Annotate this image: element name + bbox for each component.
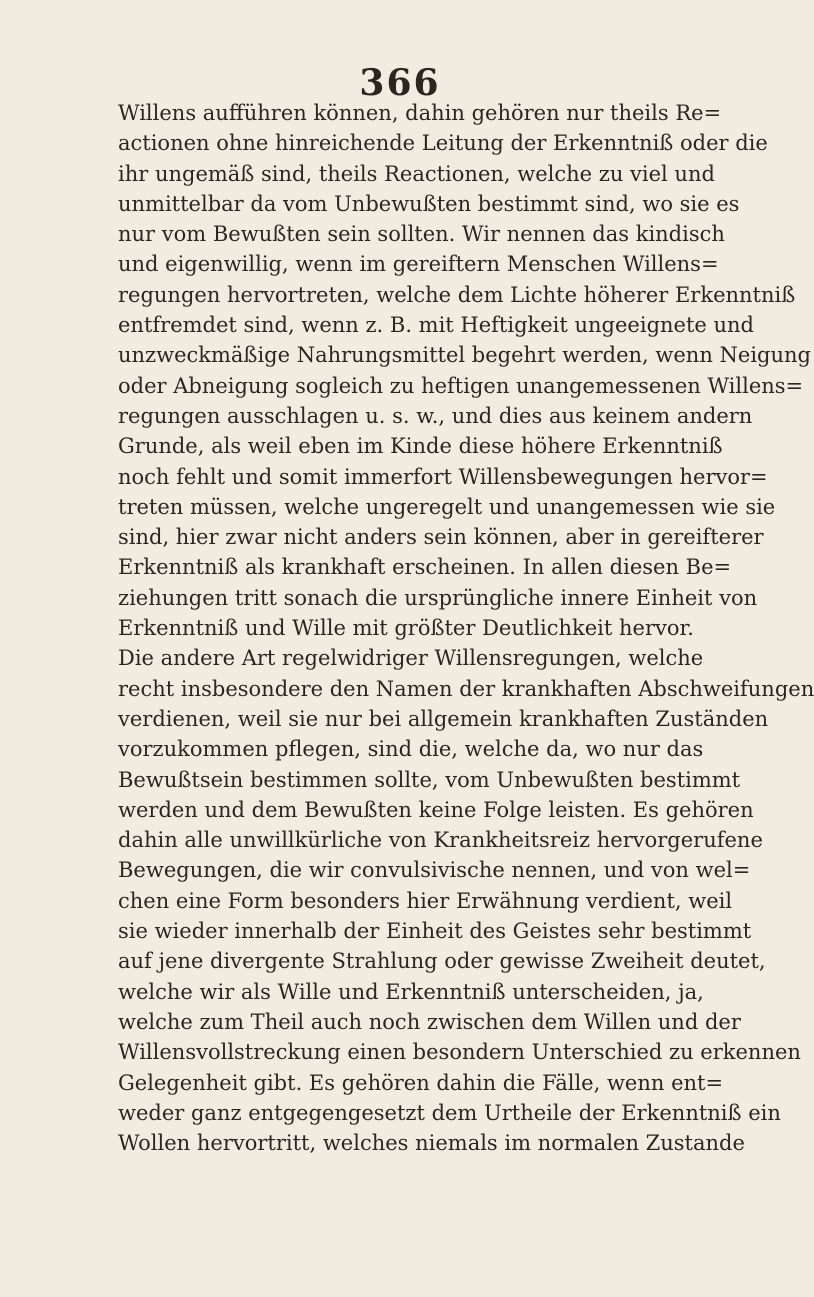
text-line: werden und dem Bewußten keine Folge leisten. Es gehören bbox=[118, 797, 754, 822]
text-line: ziehungen tritt sonach die ursprüngliche innere Einheit von bbox=[118, 585, 758, 610]
text-line: Willens aufführen können, dahin gehören nur theils Re= bbox=[118, 101, 722, 125]
body-text bbox=[118, 98, 814, 1158]
text-line: recht insbesondere den Namen der krankhaften Abschweifungen bbox=[118, 676, 814, 701]
text-line: regungen hervortreten, welche dem Lichte höherer Erkenntniß bbox=[118, 282, 796, 307]
page-number: 366 bbox=[359, 62, 441, 104]
text-line: sie wieder innerhalb der Einheit des Geistes sehr bestimmt bbox=[118, 919, 752, 944]
text-line: Erkenntniß als krankhaft erscheinen. In allen diesen Be= bbox=[118, 555, 732, 580]
text-line: oder Abneigung sogleich zu heftigen unangemessenen Willens= bbox=[118, 373, 804, 398]
text-line: dahin alle unwillkürliche von Krankheitsreiz hervorgerufene bbox=[118, 828, 763, 853]
text-line: Gelegenheit gibt. Es gehören dahin die Fälle, wenn ent= bbox=[118, 1070, 724, 1095]
text-line: Bewegungen, die wir convulsivische nennen, und von wel= bbox=[118, 858, 751, 883]
text-line: welche zum Theil auch noch zwischen dem Willen und der bbox=[118, 1009, 741, 1034]
text-line: auf jene divergente Strahlung oder gewisse Zweiheit deutet, bbox=[118, 949, 766, 974]
text-line: ihr ungemäß sind, theils Reactionen, welche zu viel und bbox=[118, 161, 715, 186]
text-line: Wollen hervortritt, welches niemals im normalen Zustande bbox=[118, 1131, 745, 1156]
text-line: und eigenwillig, wenn im gereiftern Menschen Willens= bbox=[118, 252, 719, 277]
text-line: verdienen, weil sie nur bei allgemein krankhaften Zuständen bbox=[118, 706, 769, 731]
text-line: Bewußtsein bestimmen sollte, vom Unbewußten bestimmt bbox=[118, 767, 741, 792]
text-line: regungen ausschlagen u. s. w., und dies aus keinem andern bbox=[118, 403, 753, 428]
text-line: vorzukommen pflegen, sind die, welche da, wo nur das bbox=[118, 737, 704, 762]
text-line: Die andere Art regelwidriger Willensregungen, welche bbox=[118, 646, 704, 671]
text-line: Grunde, als weil eben im Kinde diese höhere Erkenntniß bbox=[118, 434, 723, 459]
text-line: unmittelbar da vom Unbewußten bestimmt sind, wo sie es bbox=[118, 191, 740, 216]
text-line: chen eine Form besonders hier Erwähnung verdient, weil bbox=[118, 888, 733, 913]
text-line: entfremdet sind, wenn z. B. mit Heftigkeit ungeeignete und bbox=[118, 313, 754, 338]
text-line: welche wir als Wille und Erkenntniß unterscheiden, ja, bbox=[118, 979, 704, 1004]
text-line: unzweckmäßige Nahrungsmittel begehrt werden, wenn Neigung bbox=[118, 343, 811, 368]
text-line: nur vom Bewußten sein sollten. Wir nennen das kindisch bbox=[118, 222, 725, 247]
text-line: noch fehlt und somit immerfort Willensbewegungen hervor= bbox=[118, 464, 768, 489]
text-line: actionen ohne hinreichende Leitung der Erkenntniß oder die bbox=[118, 131, 768, 156]
text-line: treten müssen, welche ungeregelt und unangemessen wie sie bbox=[118, 494, 776, 519]
text-line: Erkenntniß und Wille mit größter Deutlichkeit hervor. bbox=[118, 616, 694, 641]
text-line: weder ganz entgegengesetzt dem Urtheile der Erkenntniß ein bbox=[118, 1100, 781, 1125]
text-line: Willensvollstreckung einen besondern Unterschied zu erkennen bbox=[118, 1040, 801, 1065]
text-line: sind, hier zwar nicht anders sein können, aber in gereifterer bbox=[118, 525, 764, 550]
